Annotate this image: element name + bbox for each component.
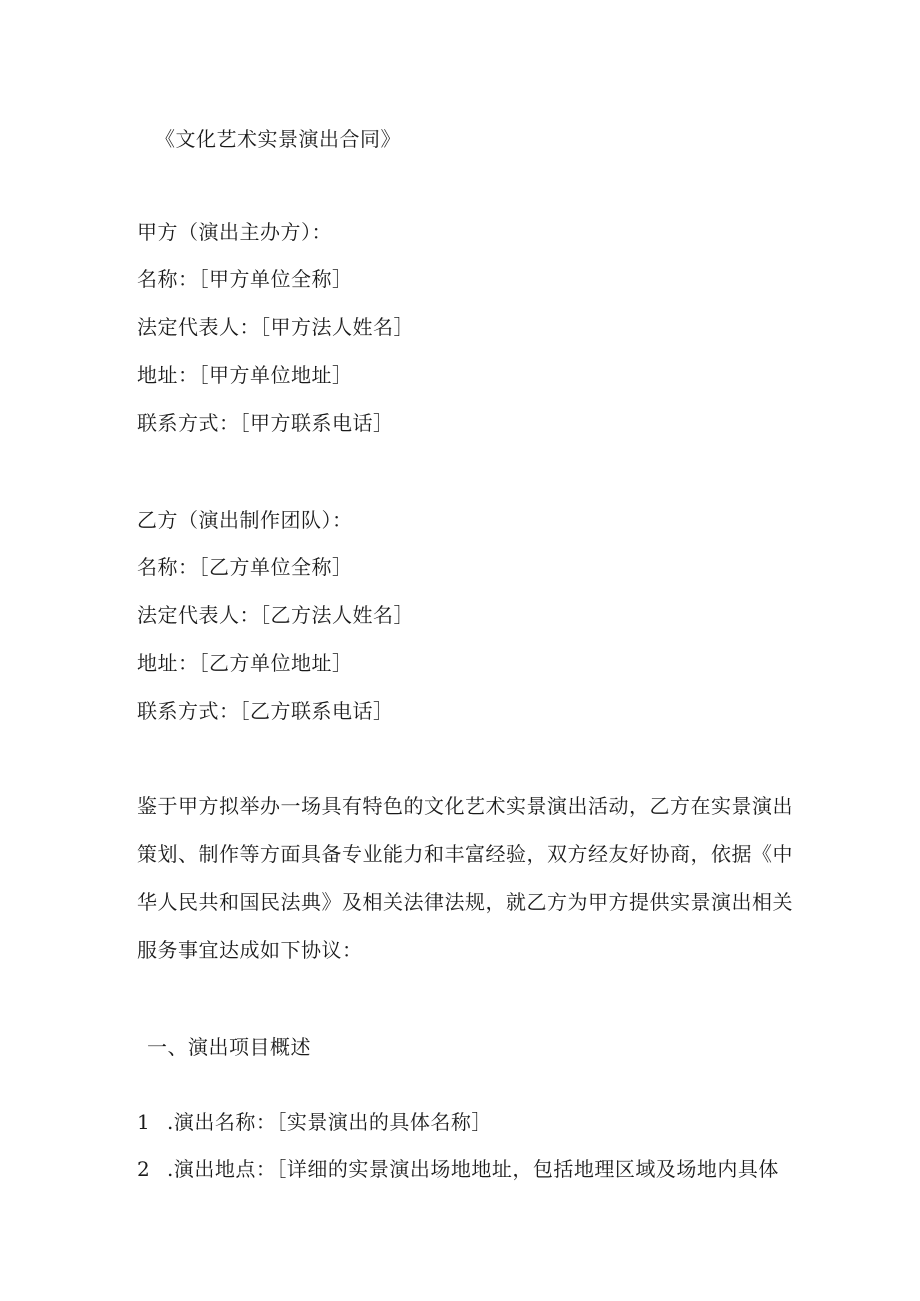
party-a-name: 名称：［甲方单位全称］ xyxy=(137,267,353,291)
party-b-address: 地址：［乙方单位地址］ xyxy=(137,651,353,675)
party-a-representative: 法定代表人：［甲方法人姓名］ xyxy=(137,315,414,339)
item-text: .演出名称：［实景演出的具体名称］ xyxy=(167,1110,492,1134)
party-b-heading: 乙方（演出制作团队）： xyxy=(137,508,353,532)
party-b-contact: 联系方式：［乙方联系电话］ xyxy=(137,699,394,723)
document-title: 《文化艺术实景演出合同》 xyxy=(155,127,401,151)
party-a-address: 地址：［甲方单位地址］ xyxy=(137,363,353,387)
preamble-line-4: 服务事宜达成如下协议： xyxy=(137,938,363,962)
item-text: .演出地点：［详细的实景演出场地地址，包括地理区域及场地内具体 xyxy=(167,1157,779,1181)
section-1-heading: 一、演出项目概述 xyxy=(147,1035,311,1059)
party-a-heading: 甲方（演出主办方）： xyxy=(137,220,332,244)
preamble-line-1: 鉴于甲方拟举办一场具有特色的文化艺术实景演出活动，乙方在实景演出 xyxy=(137,794,793,818)
section-1-item-2 xyxy=(137,1156,779,1182)
preamble-line-3: 华人民共和国民法典》及相关法律法规，就乙方为甲方提供实景演出相关 xyxy=(137,890,793,914)
party-b-representative: 法定代表人：［乙方法人姓名］ xyxy=(137,603,414,627)
section-1-item-1 xyxy=(137,1109,492,1135)
party-a-contact: 联系方式：［甲方联系电话］ xyxy=(137,411,394,435)
party-b-name: 名称：［乙方单位全称］ xyxy=(137,555,353,579)
item-number: 1 xyxy=(137,1110,151,1134)
preamble-line-2: 策划、制作等方面具备专业能力和丰富经验，双方经友好协商，依据《中 xyxy=(137,842,793,866)
item-number: 2 xyxy=(137,1157,151,1181)
